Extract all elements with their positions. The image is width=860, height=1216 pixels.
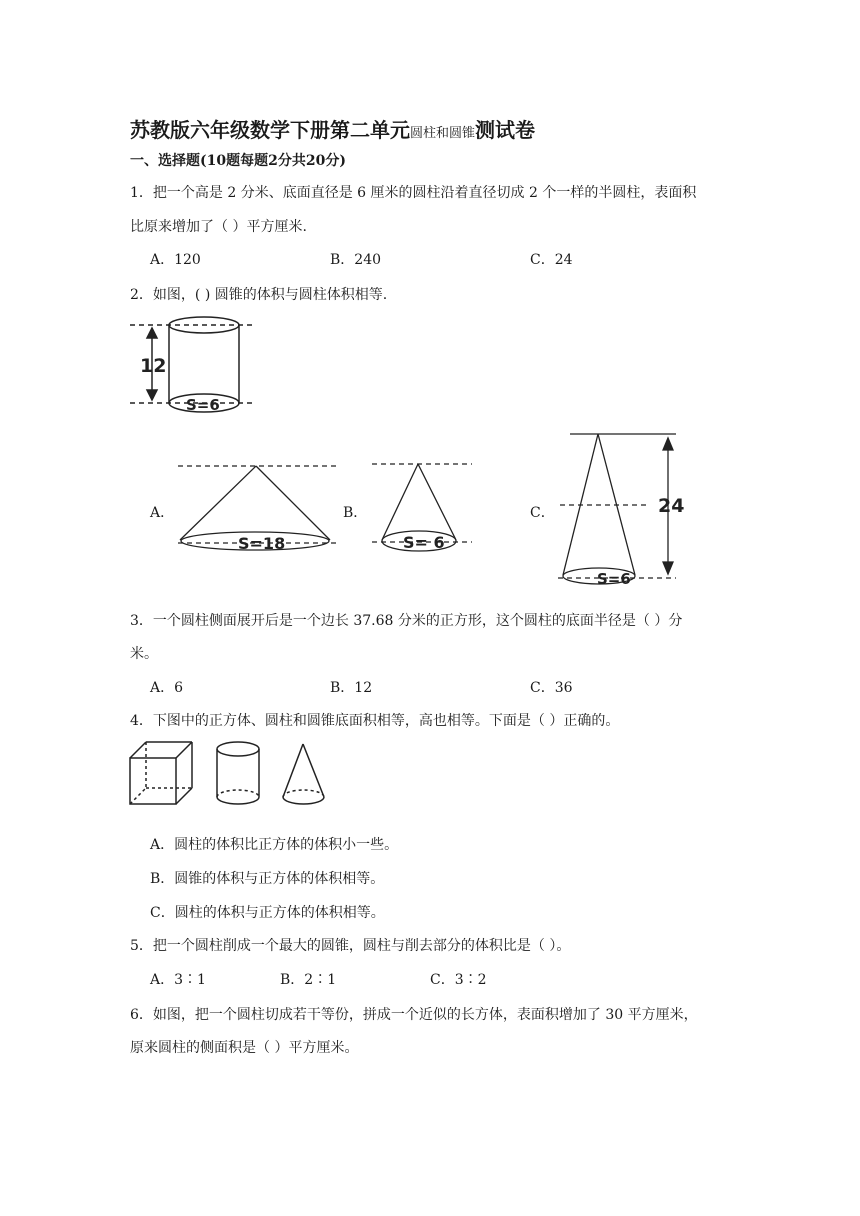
q4-cone-figure: [283, 744, 324, 804]
cone-c-area-label: S=6: [597, 570, 631, 588]
cone-a-area-label: S=18: [238, 534, 286, 553]
q5-option-c: C．3∶2: [430, 972, 487, 988]
q4-cylinder-figure: [217, 742, 259, 804]
q5-text: 5．把一个圆柱削成一个最大的圆锥，圆柱与削去部分的体积比是（ ）。: [130, 938, 571, 954]
q3-option-c: C．36: [530, 680, 573, 696]
q2-option-b: B．: [343, 505, 368, 521]
q4-option-a: A．圆柱的体积比正方体的体积小一些。: [150, 837, 399, 853]
q3-option-b: B．12: [330, 680, 373, 696]
q3-option-a: A．6: [150, 680, 184, 696]
cone-b-area-label: S= 6: [403, 533, 445, 552]
q4-text: 4．下图中的正方体、圆柱和圆锥底面积相等，高也相等。下面是（ ）正确的。: [130, 713, 620, 729]
q1-option-a: A．120: [150, 252, 201, 268]
q3-line1: 3．一个圆柱侧面展开后是一个边长 37.68 分米的正方形，这个圆柱的底面半径是（ ）分: [130, 613, 683, 629]
q4-cube-figure: [130, 742, 192, 804]
q4-option-c: C．圆柱的体积与正方体的体积相等。: [150, 905, 385, 921]
q5-option-a: A．3∶1: [150, 972, 206, 988]
q6-line1: 6．如图，把一个圆柱切成若干等份，拼成一个近似的长方体，表面积增加了 30 平方厘米，: [130, 1007, 698, 1023]
q4-option-b: B．圆锥的体积与正方体的体积相等。: [150, 871, 385, 887]
q2-option-a: A．: [150, 505, 175, 521]
q3-line2: 米。: [130, 646, 158, 662]
section-heading: 一、选择题(10题每题2分共20分): [130, 153, 346, 169]
q2-text: 2．如图，( ) 圆锥的体积与圆柱体积相等.: [130, 287, 388, 303]
cone-c-height-label: 24: [658, 495, 685, 517]
title-unit-name: 圆柱和圆锥: [410, 126, 476, 141]
q1-option-b: B．240: [330, 252, 382, 268]
title-main: 苏教版六年级数学下册第二单元: [130, 118, 410, 142]
q1-line2: 比原来增加了（ ）平方厘米.: [130, 219, 307, 235]
q6-line2: 原来圆柱的侧面积是（ ）平方厘米。: [130, 1040, 359, 1056]
q1-option-c: C．24: [530, 252, 573, 268]
title-suffix: 测试卷: [475, 118, 536, 142]
cyl-height-label: 12: [140, 355, 167, 377]
q1-line1: 1．把一个高是 2 分米、底面直径是 6 厘米的圆柱沿着直径切成 2 个一样的半圆柱，表面积: [130, 185, 697, 201]
cyl-area-label: S=6: [186, 396, 220, 414]
q2-option-c: C．: [530, 505, 555, 521]
q5-option-b: B．2∶1: [280, 972, 337, 988]
